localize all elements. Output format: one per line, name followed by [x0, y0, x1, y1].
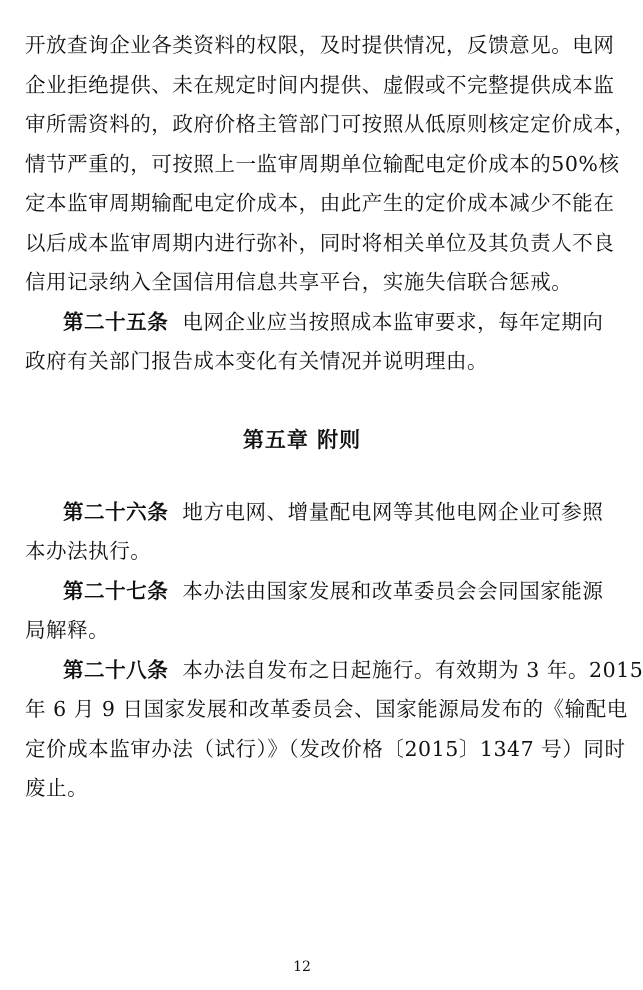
text-line: 情节严重的，可按照上一监审周期单位输配电定价成本的50%核 — [25, 152, 620, 176]
text-line: 定价成本监审办法（试行）》（发改价格〔2015〕1347 号）同时 — [25, 737, 626, 761]
text-line: 企业拒绝提供、未在规定时间内提供、虚假或不完整提供成本监 — [25, 73, 615, 97]
article-26-label: 第二十六条 — [63, 500, 169, 524]
chapter-heading: 第五章 附则 — [242, 427, 362, 452]
article-25-line — [63, 302, 604, 342]
page-number: 12 — [293, 959, 311, 975]
article-26-line — [63, 492, 604, 532]
article-25-label: 第二十五条 — [63, 310, 169, 334]
text-line: 开放查询企业各类资料的权限，及时提供情况，反馈意见。电网 — [25, 33, 615, 57]
text-line: 信用记录纳入全国信用信息共享平台，实施失信联合惩戒。 — [25, 270, 573, 294]
text-line: 审所需资料的，政府价格主管部门可按照从低原则核定定价成本， — [25, 112, 636, 136]
text-line: 本办法执行。 — [25, 539, 152, 563]
text-line: 年 6 月 9 日国家发展和改革委员会、国家能源局发布的《输配电 — [25, 697, 628, 721]
article-27-text: 本办法由国家发展和改革委员会会同国家能源 — [182, 579, 604, 603]
article-27-label: 第二十七条 — [63, 579, 169, 603]
article-26-text: 地方电网、增量配电网等其他电网企业可参照 — [182, 500, 604, 524]
article-25-text: 电网企业应当按照成本监审要求，每年定期向 — [182, 310, 604, 334]
article-28-line — [63, 650, 643, 690]
text-line: 局解释。 — [25, 618, 110, 642]
text-line: 废止。 — [25, 776, 89, 800]
article-28-text: 本办法自发布之日起施行。有效期为 3 年。2015 — [182, 658, 643, 682]
article-27-line — [63, 571, 604, 611]
article-28-label: 第二十八条 — [63, 658, 169, 682]
text-line: 以后成本监审周期内进行弥补，同时将相关单位及其负责人不良 — [25, 231, 615, 255]
text-line: 政府有关部门报告成本变化有关情况并说明理由。 — [25, 349, 489, 373]
text-line: 定本监审周期输配电定价成本，由此产生的定价成本减少不能在 — [25, 191, 615, 215]
